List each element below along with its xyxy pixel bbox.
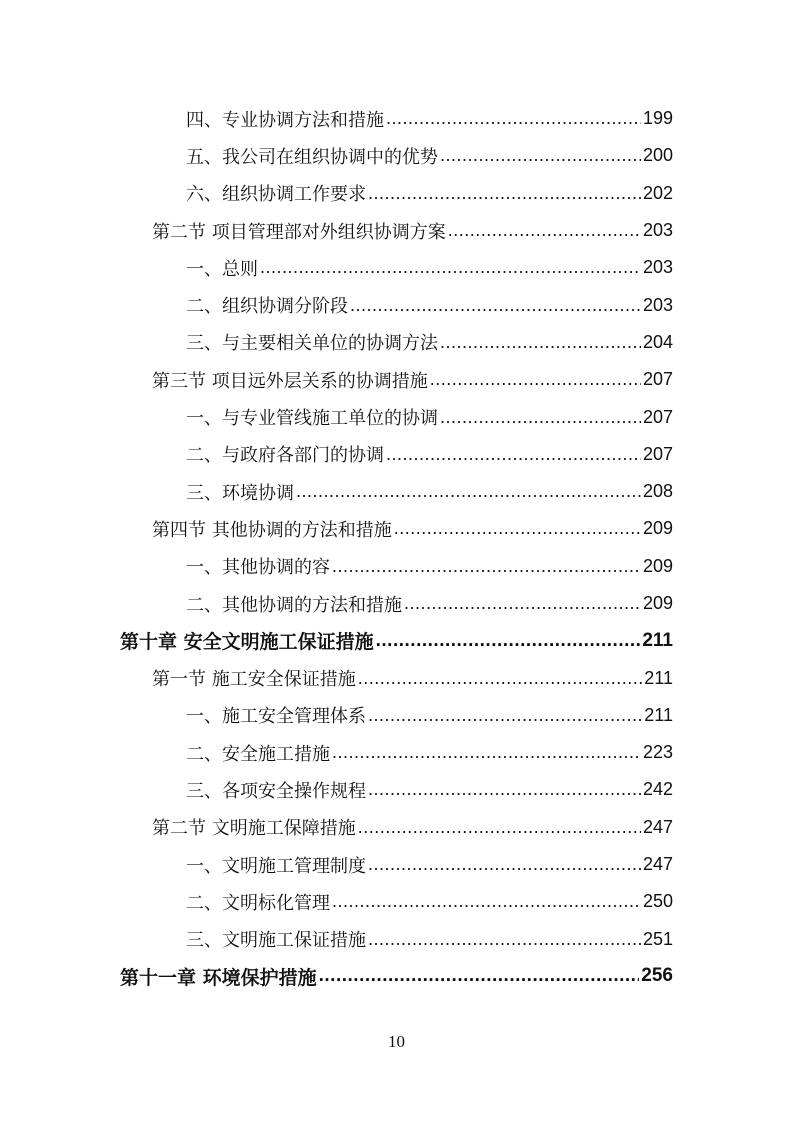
- toc-entry-page: 203: [642, 294, 673, 315]
- dot-leader: [260, 257, 641, 278]
- toc-entry-item[interactable]: [0, 883, 673, 920]
- dot-leader: [368, 779, 641, 800]
- toc-entry-page: 209: [642, 555, 673, 576]
- dot-leader: [404, 593, 641, 614]
- toc-entry-item[interactable]: [0, 175, 673, 212]
- dot-leader: [430, 369, 641, 390]
- toc-entry-title: 三、文明施工保证措施: [186, 930, 366, 952]
- dot-leader: [332, 556, 641, 577]
- toc-entry-chapter[interactable]: [0, 622, 673, 659]
- toc-entry-item[interactable]: [0, 137, 673, 174]
- toc-entry-page: 211: [644, 667, 673, 688]
- dot-leader: [319, 965, 640, 987]
- toc-entry-item[interactable]: [0, 771, 673, 808]
- toc-entry-item[interactable]: [0, 100, 673, 137]
- toc-entry-page: 203: [642, 257, 673, 278]
- toc-entry-section[interactable]: [0, 510, 673, 547]
- toc-entry-page: 207: [642, 406, 673, 427]
- toc-entry-item[interactable]: [0, 921, 673, 958]
- dot-leader: [394, 518, 641, 539]
- toc-entry-title: 第三节 项目远外层关系的协调措施: [152, 370, 428, 392]
- toc-entry-title: 第二节 项目管理部对外组织协调方案: [152, 221, 446, 243]
- toc-entry-item[interactable]: [0, 697, 673, 734]
- toc-entry-item[interactable]: [0, 398, 673, 435]
- table-of-contents: [0, 100, 793, 995]
- toc-entry-page: 209: [642, 518, 673, 539]
- toc-entry-page: 223: [642, 742, 673, 763]
- toc-entry-item[interactable]: [0, 324, 673, 361]
- toc-entry-title: 三、与主要相关单位的协调方法: [186, 333, 438, 355]
- dot-leader: [368, 183, 641, 204]
- toc-entry-page: 203: [642, 220, 673, 241]
- toc-entry-page: 247: [642, 854, 673, 875]
- toc-entry-title: 一、总则: [186, 258, 258, 280]
- toc-entry-item[interactable]: [0, 473, 673, 510]
- toc-entry-item[interactable]: [0, 436, 673, 473]
- toc-entry-item[interactable]: [0, 249, 673, 286]
- dot-leader: [368, 705, 642, 726]
- toc-entry-title: 二、其他协调的方法和措施: [186, 594, 402, 616]
- toc-entry-section[interactable]: [0, 809, 673, 846]
- toc-entry-section[interactable]: [0, 212, 673, 249]
- toc-entry-chapter[interactable]: [0, 958, 673, 995]
- toc-entry-page: 202: [642, 182, 673, 203]
- toc-entry-item[interactable]: [0, 846, 673, 883]
- toc-entry-title: 六、组织协调工作要求: [186, 184, 366, 206]
- toc-entry-page: 209: [642, 593, 673, 613]
- toc-entry-title: 二、文明标化管理: [186, 892, 330, 914]
- toc-entry-section[interactable]: [0, 361, 673, 398]
- toc-entry-item[interactable]: [0, 548, 673, 585]
- toc-entry-item[interactable]: [0, 585, 673, 622]
- toc-entry-page: 199: [642, 108, 673, 129]
- toc-entry-page: 250: [642, 891, 673, 912]
- toc-entry-title: 第十章 安全文明施工保证措施: [120, 631, 374, 654]
- toc-entry-title: 第二节 文明施工保障措施: [152, 818, 356, 840]
- toc-entry-title: 一、与专业管线施工单位的协调: [186, 408, 438, 430]
- page-number: 10: [388, 1032, 405, 1051]
- toc-entry-item[interactable]: [0, 734, 673, 771]
- toc-entry-title: 第十一章 环境保护措施: [120, 966, 317, 989]
- toc-entry-title: 三、各项安全操作规程: [186, 780, 366, 802]
- toc-entry-page: 242: [642, 779, 673, 800]
- toc-entry-item[interactable]: [0, 286, 673, 323]
- toc-entry-title: 第四节 其他协调的方法和措施: [152, 519, 392, 541]
- dot-leader: [296, 481, 641, 502]
- toc-entry-title: 二、安全施工措施: [186, 743, 330, 765]
- dot-leader: [358, 817, 641, 838]
- dot-leader: [358, 668, 643, 689]
- toc-entry-title: 三、环境协调: [186, 482, 294, 504]
- toc-entry-title: 一、施工安全管理体系: [186, 706, 366, 728]
- dot-leader: [350, 295, 641, 316]
- toc-entry-page: 208: [642, 481, 673, 502]
- dot-leader: [386, 444, 641, 465]
- dot-leader: [440, 145, 641, 166]
- toc-entry-page: 207: [642, 369, 673, 390]
- toc-entry-title: 第一节 施工安全保证措施: [152, 669, 356, 691]
- toc-entry-title: 二、组织协调分阶段: [186, 296, 348, 318]
- toc-entry-title: 五、我公司在组织协调中的优势: [186, 146, 438, 168]
- toc-entry-page: 207: [642, 443, 673, 464]
- toc-entry-page: 204: [642, 331, 673, 352]
- toc-entry-section[interactable]: [0, 659, 673, 696]
- dot-leader: [332, 742, 641, 763]
- toc-entry-page: 247: [642, 816, 673, 837]
- dot-leader: [332, 891, 641, 912]
- dot-leader: [440, 407, 641, 428]
- toc-entry-title: 一、文明施工管理制度: [186, 855, 366, 877]
- toc-entry-page: 211: [644, 704, 673, 725]
- toc-entry-page: 211: [642, 629, 673, 651]
- toc-entry-title: 二、与政府各部门的协调: [186, 445, 384, 467]
- toc-entry-page: 251: [642, 928, 673, 949]
- toc-entry-page: 256: [641, 965, 673, 987]
- toc-entry-title: 四、专业协调方法和措施: [186, 109, 384, 131]
- dot-leader: [368, 929, 641, 950]
- dot-leader: [440, 332, 641, 353]
- dot-leader: [448, 220, 641, 241]
- toc-entry-title: 一、其他协调的容: [186, 557, 330, 579]
- dot-leader: [386, 108, 641, 129]
- toc-entry-page: 200: [642, 145, 673, 166]
- dot-leader: [376, 630, 641, 652]
- dot-leader: [368, 854, 641, 875]
